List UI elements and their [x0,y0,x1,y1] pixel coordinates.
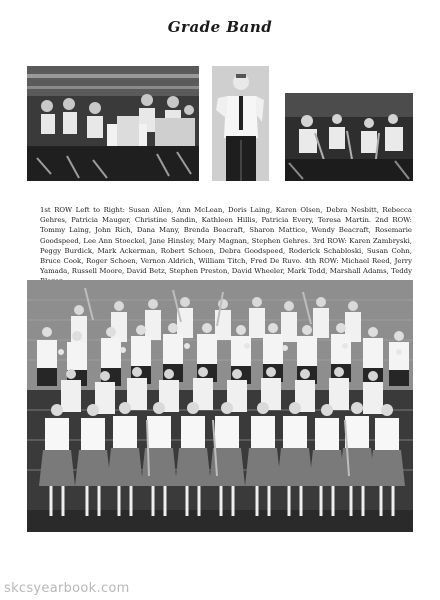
grade-band-group-photo [27,280,413,532]
rehearsal-photo-right [285,93,413,181]
page-title: Grade Band [167,18,273,36]
band-director-photo [212,66,269,181]
rehearsal-photo-left-image [27,66,199,181]
watermark-site: skcsyearbook.com [4,581,130,596]
rehearsal-photo-right-image [285,93,413,181]
grade-band-group-photo-image [27,280,413,532]
caption-roster: 1st ROW Left to Right: Susan Allen, Ann McLean, Doris Laing, Karen Olsen, Debra Nesbitt, Rebecca Gehres, Patricia Mauger, Christine Sandin, Kathleen Hillis, Patricia Every, Teresa Martin. 2nd ROW: Tommy Laing, John Rich, Dana Many, Brenda Beacraft, Sharon Mattice, Wendy Beacraft, Rosemarie Goodspeed, Lee Ann Stoeckel, Jane Hinsley, Mary Magnan, Stephen Gehres. 3rd ROW: Karen Zambryski, Peggy Burdick, Mark Ackerman, Robert Schoen, Debra Goodspeed, Roderick Schabloski, Susan Cohn, Bruce Cook, Roger Schoen, Vernon Aldrich, William Titch, Fred De Ruvo. 4th ROW: Michael Reed, Jerry Yamada, Russell Moore, David Betz, Stephen Preston, David Wheeler, Mark Todd, Marshall Adams, Teddy [40,206,412,276]
rehearsal-photo-left [27,66,199,181]
band-director-photo-image [212,66,269,181]
